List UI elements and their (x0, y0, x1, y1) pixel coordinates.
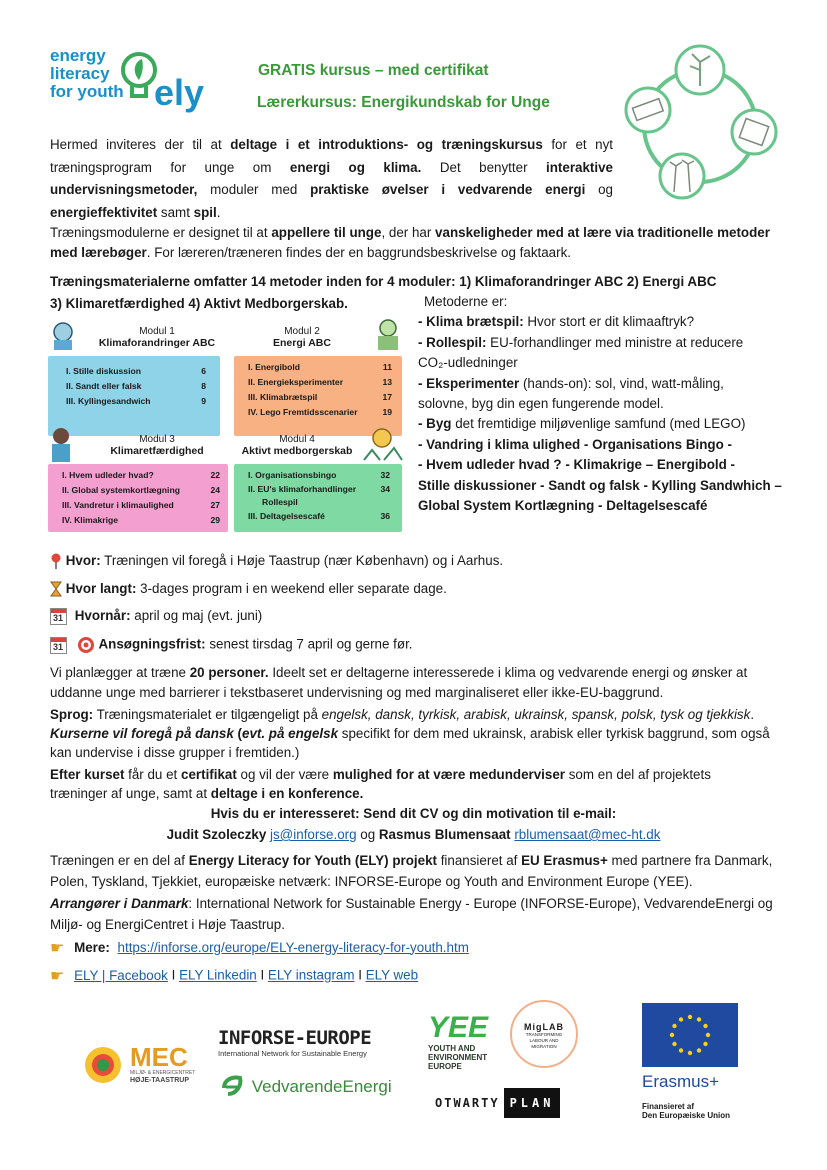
item-label: Rollespil (262, 497, 298, 507)
body-bold-italic: Arrangører i Danmark (50, 896, 189, 911)
project-website-link[interactable]: https://inforse.org/europe/ELY-energy-literacy-for-youth.htm (117, 939, 469, 955)
method-item: Global System Kortlægning - Deltagelsescafé (418, 498, 708, 514)
method-item: Stille diskussioner - Sandt og falsk - Kylling Sandwhich – (418, 477, 782, 493)
item-label: III. Deltagelsescafé (248, 511, 325, 521)
body-text: specifikt for dem med ukrainsk, arabisk eller tyrkisk baggrund, som også kan undervise i disse grupper i fremtiden.) (50, 726, 770, 760)
organizers-paragraph (50, 893, 780, 935)
item-page: 17 (382, 392, 392, 402)
body-bold: certifikat (181, 767, 237, 782)
item-label: I. Organisationsbingo (248, 470, 337, 480)
method-text: Hvor stort er dit klimaaftryk? (523, 314, 695, 330)
intro-bold: appellere til unge (271, 225, 382, 240)
character-illustration (46, 320, 80, 352)
facebook-link[interactable]: ELY | Facebook (74, 967, 168, 983)
yee-subtitle: ENVIRONMENT (428, 1053, 488, 1062)
module-2-header (252, 326, 352, 349)
mec-logo (78, 1040, 208, 1090)
body-text: Vi planlægger at træne (50, 665, 190, 680)
plan-paragraph (50, 663, 785, 703)
module-4-header (232, 434, 362, 457)
module-item (62, 513, 220, 528)
info-deadline (50, 636, 413, 654)
info-label: Ansøgningsfrist: (98, 636, 206, 652)
character-illustration (372, 318, 404, 354)
miglab-subtitle: TRANSFORMING LABOUR AND MIGRATION (525, 1032, 563, 1049)
body-text: : International Network for Sustainable Energy - Europe (INFORSE-Europe), VedvarendeEnergi og Miljø- og EnergiCentret i Høje Taastrup. (50, 896, 773, 932)
intro-paragraph-1 (50, 134, 613, 224)
materials-line-2: 3) Klimaretfærdighed 4) Aktivt Medborgerskab. (50, 296, 348, 311)
item-page: 22 (210, 470, 220, 480)
item-page: 19 (382, 407, 392, 417)
intro-text: Det benytter (421, 159, 547, 175)
web-link[interactable]: ELY web (365, 967, 419, 983)
mec-subtitle: MILJØ- & ENERGICENTRET (130, 1070, 196, 1076)
lightbulb-icon (120, 50, 158, 108)
item-page: 9 (201, 396, 206, 406)
module-item (66, 379, 206, 394)
page-title: GRATIS kursus – med certifikat (258, 62, 489, 79)
module-item (62, 483, 220, 498)
body-bold: EU Erasmus+ (521, 853, 608, 868)
module-item (66, 394, 206, 409)
erasmus-name: Erasmus+ (642, 1072, 719, 1091)
module-title: Klimaforandringer ABC (98, 337, 216, 349)
inforse-logo (218, 1027, 408, 1058)
contact-name: Rasmus Blumensaat (378, 827, 515, 842)
intro-bold: spil (193, 204, 217, 220)
otwarty-plan-logo (435, 1088, 560, 1118)
yee-subtitle: YOUTH AND (428, 1044, 476, 1053)
module-number: Modul 2 (284, 326, 320, 337)
item-label: II. Sandt eller falsk (66, 381, 142, 391)
body-bold-italic: Kurserne vil foregå på dansk (50, 726, 234, 741)
calendar-day: 31 (53, 613, 64, 623)
page-subtitle: Lærerkursus: Energikundskab for Unge (257, 94, 550, 111)
item-label: I. Energibold (248, 362, 301, 372)
item-page: 13 (382, 377, 392, 387)
item-label: II. EU's klimaforhandlinger (248, 484, 357, 494)
method-bold: - Klima brætspil: (418, 314, 524, 330)
funding-text: Den Europæiske Union (642, 1111, 731, 1120)
item-label: III. Klimabrætspil (248, 392, 318, 402)
separator: I (256, 967, 268, 983)
body-text: får du et (124, 767, 181, 782)
plan-text: PLAN (504, 1088, 561, 1118)
method-item (418, 333, 788, 353)
item-label: II. Global systemkortlægning (62, 485, 180, 495)
language-paragraph (50, 705, 785, 762)
item-page: 11 (382, 362, 392, 372)
vedvarende-name: VedvarendeEnergi (251, 1077, 392, 1096)
item-page: 36 (380, 511, 390, 521)
info-when (50, 608, 262, 625)
module-title: Klimaretfærdighed (110, 445, 204, 457)
method-item (418, 374, 788, 394)
energy-cycle-illustration (618, 40, 788, 200)
character-illustration (46, 426, 76, 466)
module-item (66, 364, 206, 379)
info-where (50, 553, 503, 569)
item-page: 32 (380, 470, 390, 480)
module-item (248, 375, 392, 390)
module-item (62, 468, 220, 483)
item-page: 34 (380, 484, 390, 494)
info-label: Hvor: (65, 553, 101, 568)
info-text: Træningen vil foregå i Høje Taastrup (nær København) og i Aarhus. (100, 553, 504, 568)
intro-text: for et nyt træningsprogram for unge om (50, 137, 614, 175)
module-item (248, 482, 390, 496)
intro-text: samt (157, 204, 194, 220)
info-text: senest tirsdag 7 april og gerne før. (205, 636, 413, 652)
pointing-hand-icon: ☛ (50, 940, 65, 957)
yee-name: YEE (428, 1011, 489, 1044)
method-text: (hands-on): sol, vind, watt-måling, (519, 375, 724, 391)
method-bold: - Byg (418, 416, 452, 432)
project-paragraph (50, 850, 780, 892)
module-number: Modul 1 (139, 326, 175, 337)
module-title: Energi ABC (273, 337, 331, 349)
item-label: IV. Klimakrige (62, 515, 119, 525)
erasmus-logo (642, 1003, 752, 1120)
body-text: Ideelt set er deltagerne interesserede i klima og vedvarende energi og ønsker at uddanne unge med barrierer i tekstbaseret undervisning og med marginaliseret eller ikke-EU-baggrund. (50, 665, 748, 700)
module-number: Modul 4 (279, 434, 315, 445)
body-text: Træningen er en del af (50, 853, 189, 868)
method-item: - Hvem udleder hvad ? - Klimakrige – Energibold - (418, 457, 735, 473)
module-item (248, 390, 392, 405)
calendar-day: 31 (53, 641, 64, 652)
pointing-hand-icon: ☛ (50, 968, 65, 985)
module-1-header (82, 326, 232, 349)
more-line (50, 938, 469, 958)
module-overview (42, 318, 407, 533)
module-3-header (82, 434, 232, 457)
map-pin-icon (50, 553, 62, 569)
method-item (418, 312, 788, 332)
more-label: Mere: (74, 939, 110, 955)
module-item (248, 468, 390, 482)
logo-line-3: for youth (50, 82, 124, 101)
module-item (248, 405, 392, 420)
method-bold: - Eksperimenter (418, 375, 520, 391)
body-text: Træningsmaterialet er tilgængeligt på (93, 707, 322, 722)
module-1-box (48, 356, 220, 436)
item-page: 24 (210, 485, 220, 495)
logo-line-1: energy (50, 46, 106, 65)
intro-bold: praktiske øvelser i vedvarende energi (310, 182, 586, 197)
target-icon (77, 636, 95, 654)
ely-logo (50, 47, 220, 115)
module-number: Modul 3 (139, 434, 175, 445)
mec-subtitle: HØJE-TAASTRUP (130, 1077, 189, 1084)
module-title: Aktivt medborgerskab (241, 445, 353, 457)
info-label: Hvor langt: (65, 581, 137, 596)
inforse-name: INFORSE-EUROPE (218, 1027, 372, 1049)
materials-line-1: Træningsmaterialerne omfatter 14 metoder inden for 4 moduler: 1) Klimaforandringer ABC 2) Energi ABC (50, 274, 717, 289)
eu-flag-icon (642, 1003, 738, 1067)
vedvarende-logo (220, 1074, 392, 1100)
calendar-icon (50, 608, 67, 625)
calendar-icon (50, 637, 67, 654)
item-page: 27 (210, 500, 220, 510)
separator: I (354, 967, 366, 983)
body-text: . (750, 707, 755, 722)
body-bold: ( (233, 726, 243, 741)
body-bold: Efter kurset (50, 767, 125, 782)
yee-subtitle: EUROPE (428, 1062, 462, 1071)
intro-text: Hermed inviteres der til at (50, 137, 231, 152)
info-howlong (50, 581, 447, 597)
leaf-e-icon (220, 1074, 248, 1100)
method-text: det fremtidige miljøvenlige samfund (med LEGO) (451, 416, 746, 432)
intro-text: , der har (381, 225, 436, 240)
instagram-link[interactable]: ELY instagram (267, 967, 355, 983)
item-label: I. Stille diskussion (66, 366, 141, 376)
intro-bold: energi og klima. (289, 159, 422, 175)
email-link[interactable]: rblumensaat@mec-ht.dk (514, 827, 661, 842)
body-bold: mulighed for at være medunderviser (332, 767, 566, 782)
method-item: CO₂-udledninger (418, 355, 518, 371)
module-item (248, 360, 392, 375)
funding-text: Finansieret af (642, 1102, 695, 1111)
yee-logo (428, 1012, 500, 1071)
item-label: II. Energieksperimenter (248, 377, 344, 387)
item-page: 8 (201, 381, 206, 391)
method-item (418, 414, 788, 434)
intro-text: og (585, 182, 613, 197)
methods-heading: Metoderne er: (424, 294, 508, 309)
intro-text: . (216, 204, 221, 220)
module-4-box (234, 464, 402, 532)
body-text: og vil der være (236, 767, 333, 782)
module-item (62, 498, 220, 513)
email-link[interactable]: js@inforse.org (270, 827, 357, 842)
logo-line-2: literacy (50, 64, 110, 83)
logo-mark: ely (154, 72, 205, 113)
linkedin-link[interactable]: ELY Linkedin (179, 967, 257, 983)
method-item: - Vandring i klima ulighed - Organisations Bingo - (418, 436, 732, 452)
after-paragraph (50, 765, 750, 803)
item-page: 6 (201, 366, 206, 376)
intro-paragraph-2 (50, 223, 780, 263)
intro-text: moduler med (197, 182, 311, 197)
item-page: 29 (210, 515, 220, 525)
item-label: I. Hvem udleder hvad? (62, 470, 154, 480)
methods-list (418, 292, 788, 516)
intro-bold: vanskeligheder med at lære via traditionelle metoder med lærebøger (50, 225, 770, 260)
body-text: som en del af projektets træninger af unge, samt at (50, 767, 711, 801)
inforse-subtitle: International Network for Sustainable Energy (218, 1049, 367, 1058)
body-text: finansieret af (436, 853, 522, 868)
item-label: III. Vandretur i klimaulighed (62, 500, 174, 510)
module-item (248, 496, 390, 508)
intro-bold: deltage i et introduktions- og træningskursus (230, 137, 543, 152)
otwarty-text: OTWARTY (435, 1096, 500, 1110)
miglab-name: MigLAB (524, 1022, 564, 1032)
body-bold: Sprog: (50, 707, 94, 722)
intro-text: . For læreren/træneren findes der en baggrundsbeskrivelse og faktaark. (146, 245, 572, 260)
hourglass-icon (50, 581, 62, 597)
body-bold: 20 personer. (189, 665, 269, 680)
body-italic: engelsk, dansk, tyrkisk, arabisk, ukrainsk, spansk, polsk, tysk og tjekkisk (321, 707, 751, 722)
module-3-box (48, 464, 228, 532)
info-label: Hvornår: (74, 608, 131, 624)
method-bold: - Rollespil: (418, 334, 487, 350)
interest-line: Hvis du er interesseret: Send dit CV og din motivation til e-mail: (210, 806, 617, 821)
module-item (248, 508, 390, 524)
method-item: solovne, byg din egen fungerende model. (418, 396, 664, 412)
info-text: 3-dages program i en weekend eller separate dage. (136, 581, 447, 596)
method-text: EU-forhandlinger med ministre at reducere (486, 334, 744, 350)
intro-bold: interaktive undervisningsmetoder, (50, 159, 614, 197)
contact-line (0, 827, 827, 842)
miglab-logo (510, 1000, 578, 1068)
body-bold-italic: evt. på engelsk (242, 726, 339, 741)
body-bold: Energy Literacy for Youth (ELY) projekt (188, 853, 437, 868)
social-links (50, 966, 418, 986)
separator: I (167, 967, 180, 983)
body-text: med partnere fra Danmark, Polen, Tyskland, Tjekkiet, europæiske netværk: INFORSE-Europe og Youth and Environment Europe (YEE). (50, 853, 773, 889)
intro-text: Træningsmodulerne er designet til at (50, 225, 272, 240)
character-illustration (360, 424, 404, 464)
item-label: IV. Lego Fremtidsscenarier (248, 407, 358, 417)
mec-name: MEC (130, 1042, 188, 1072)
body-text: og (356, 827, 379, 842)
sun-icon (78, 1040, 128, 1090)
intro-bold: energieffektivitet (50, 204, 158, 220)
info-text: april og maj (evt. juni) (130, 608, 263, 624)
body-bold: deltage i en konference. (210, 786, 364, 801)
item-label: III. Kyllingesandwich (66, 396, 151, 406)
contact-name: Judit Szoleczky (166, 827, 271, 842)
